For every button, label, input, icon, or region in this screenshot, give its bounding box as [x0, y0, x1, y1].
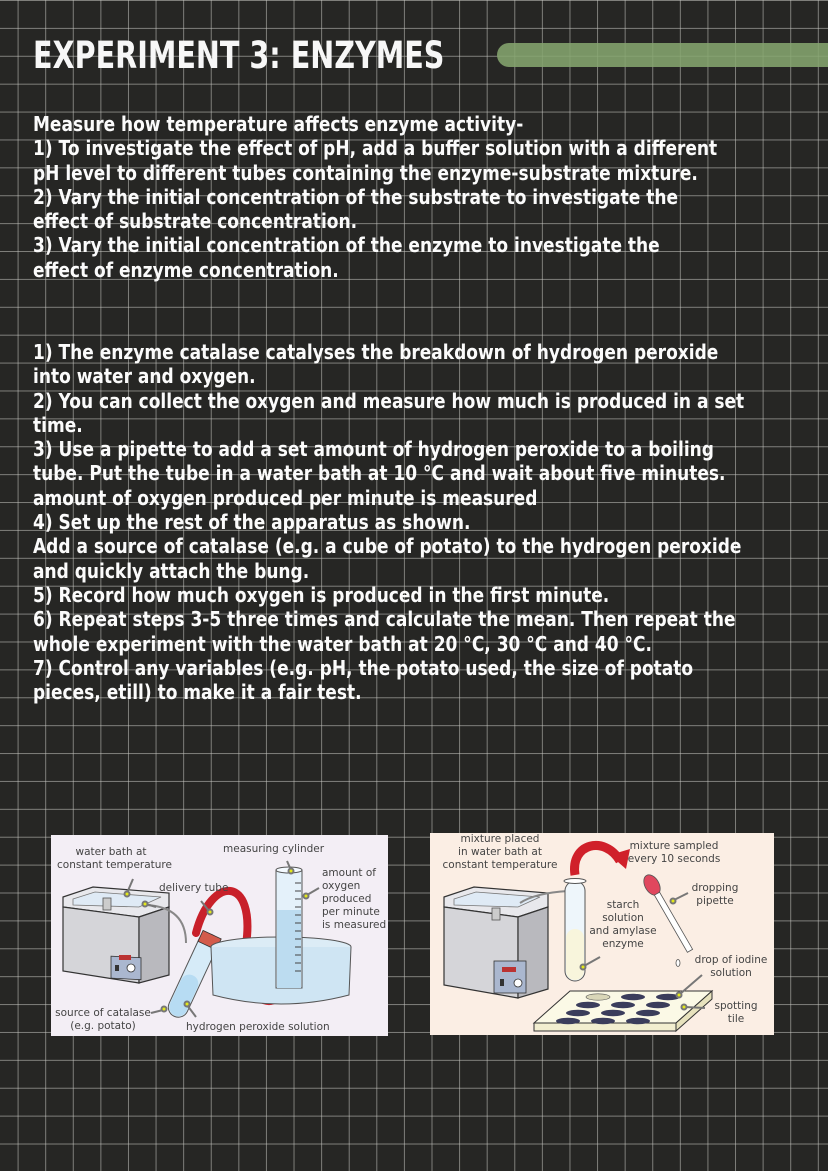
label-line: solution — [602, 912, 644, 924]
method-line: time. — [33, 412, 83, 437]
method-steps — [33, 340, 744, 704]
label-dropping-pipette — [688, 882, 742, 908]
method-line: amount of oxygen produced per minute is measured — [33, 485, 538, 510]
label-line: mixture placed — [460, 833, 540, 845]
intro-line: Measure how temperature affects enzyme activity- — [33, 112, 524, 136]
label-line: mixture sampled — [629, 840, 719, 852]
label-water-bath — [57, 846, 172, 872]
label-line: spotting — [714, 1000, 758, 1012]
label-line: constant temperature — [57, 859, 172, 871]
label-line: starch — [606, 899, 640, 911]
intro-line: 2) Vary the initial concentration of the substrate to investigate the — [33, 184, 679, 209]
intro-line: 3) Vary the initial concentration of the enzyme to investigate the — [33, 233, 660, 258]
label-line: pipette — [696, 895, 734, 907]
method-line: Add a source of catalase (e.g. a cube of potato) to the hydrogen peroxide — [33, 534, 742, 559]
intro-line: pH level to different tubes containing the enzyme-substrate mixture. — [33, 160, 698, 185]
method-line: into water and oxygen. — [33, 364, 256, 389]
method-line: whole experiment with the water bath at 20 °C, 30 °C and 40 °C. — [33, 631, 652, 656]
title-accent-bar — [497, 43, 828, 67]
label-line: constant temperature — [442, 859, 558, 871]
method-line: 3) Use a pipette to add a set amount of hydrogen peroxide to a boiling — [33, 437, 714, 462]
label-measuring-cylinder: measuring cylinder — [223, 843, 325, 855]
method-line: and quickly attach the bung. — [33, 558, 310, 583]
intro-line: 1) To investigate the effect of pH, add a buffer solution with a different — [33, 136, 718, 161]
page-title: EXPERIMENT 3: ENZYMES — [33, 34, 445, 77]
label-amount-of-oxygen — [322, 867, 386, 932]
catalase-apparatus-diagram — [51, 835, 388, 1036]
label-source-of-catalase — [55, 1007, 151, 1033]
method-line: 6) Repeat steps 3-5 three times and calculate the mean. Then repeat the — [33, 607, 736, 632]
label-line: produced — [322, 893, 372, 905]
label-hydrogen-peroxide: hydrogen peroxide solution — [186, 1021, 330, 1033]
label-line: dropping — [691, 882, 739, 894]
label-line: enzyme — [602, 938, 644, 950]
label-line: tile — [727, 1013, 745, 1025]
label-mixture-sampled — [626, 840, 722, 866]
label-line: per minute — [322, 906, 380, 918]
label-line: solution — [710, 967, 752, 979]
label-spotting-tile — [710, 1000, 762, 1026]
intro-line: effect of substrate concentration. — [33, 209, 358, 234]
method-line: 7) Control any variables (e.g. pH, the potato used, the size of potato — [33, 655, 694, 680]
label-drop-of-iodine — [688, 954, 774, 980]
intro-line: effect of enzyme concentration. — [33, 257, 339, 282]
label-line: source of catalase — [55, 1007, 151, 1019]
label-line: drop of iodine — [694, 954, 768, 966]
label-delivery-tube: delivery tube — [159, 882, 229, 894]
method-line: 4) Set up the rest of the apparatus as shown. — [33, 510, 471, 535]
method-line: 2) You can collect the oxygen and measure how much is produced in a set — [33, 388, 745, 413]
label-line: amount of — [322, 867, 376, 879]
method-line: 5) Record how much oxygen is produced in the first minute. — [33, 582, 610, 607]
label-line: in water bath at — [458, 846, 542, 858]
label-line: oxygen — [322, 880, 361, 892]
intro-text — [33, 112, 717, 282]
label-mixture-placed — [436, 833, 564, 872]
amylase-apparatus-diagram — [430, 833, 774, 1035]
label-line: and amylase — [589, 925, 657, 937]
label-line: water bath at — [75, 846, 147, 858]
method-line: pieces, etill) to make it a fair test. — [33, 680, 362, 705]
label-starch-amylase — [586, 899, 660, 951]
method-line: tube. Put the tube in a water bath at 10 °C and wait about five minutes. — [33, 461, 726, 486]
label-line: every 10 seconds — [627, 853, 721, 865]
label-line: is measured — [322, 919, 387, 931]
label-line: (e.g. potato) — [70, 1020, 136, 1032]
method-line: 1) The enzyme catalase catalyses the breakdown of hydrogen peroxide — [33, 340, 719, 364]
